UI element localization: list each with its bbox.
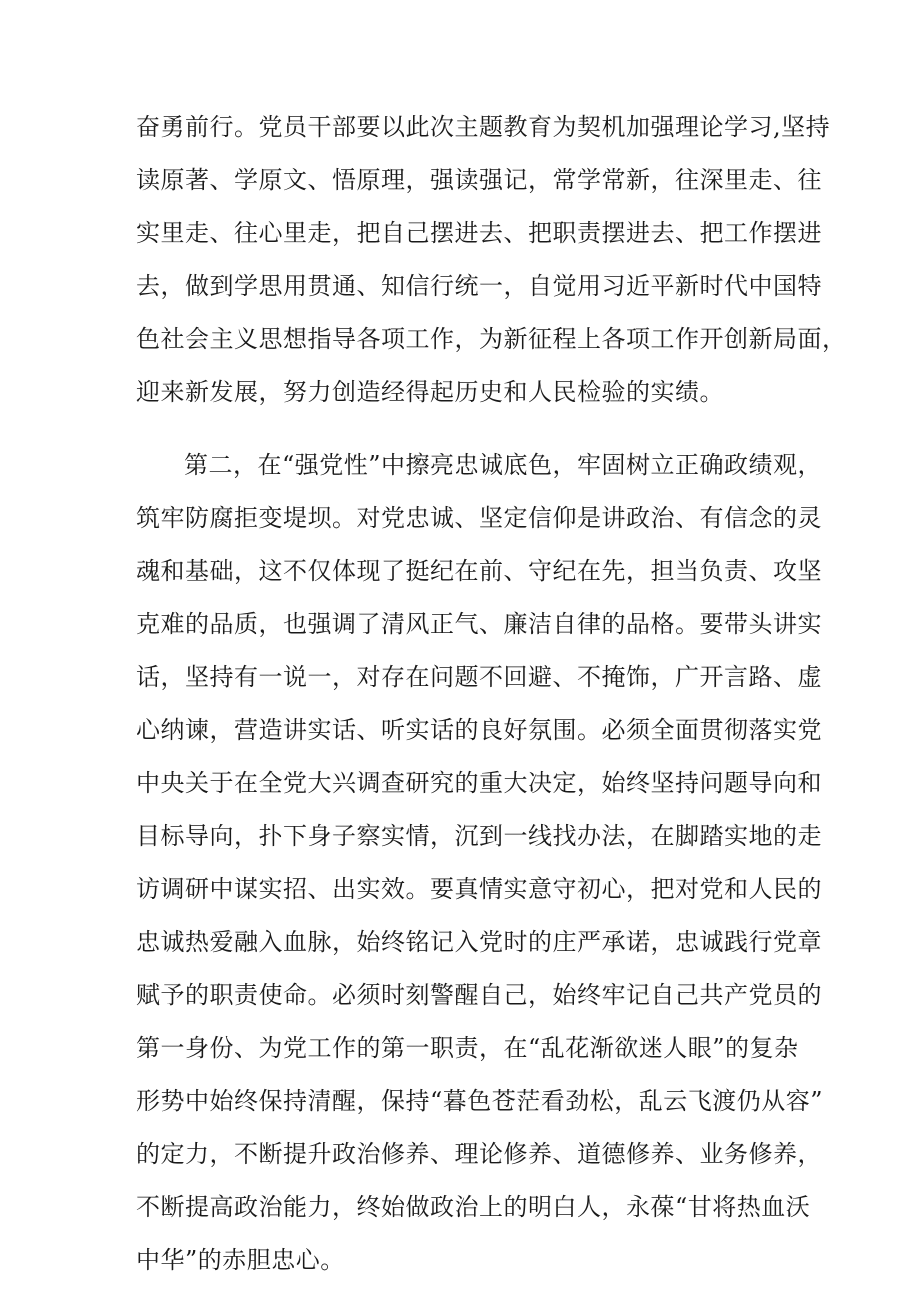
paragraph-2-line-15: 不断提高政治能力，终始做政治上的明白人，永葆“甘将热血沃: [136, 1193, 811, 1221]
paragraph-2-line-6: 心纳谏，营造讲实话、听实话的良好氛围。必须全面贯彻落实党: [136, 716, 822, 744]
paragraph-2-line-3: 魂和基础，这不仅体现了挺纪在前、守纪在先，担当负责、攻坚: [136, 557, 822, 585]
paragraph-2-line-7: 中央关于在全党大兴调查研究的重大决定，始终坚持问题导向和: [136, 769, 822, 797]
paragraph-1-line-5: 色社会主义思想指导各项工作，为新征程上各项工作开创新局面，: [136, 325, 847, 353]
paragraph-1-line-6: 迎来新发展，努力创造经得起历史和人民检验的实绩。: [136, 378, 724, 406]
paragraph-2-line-2: 筑牢防腐拒变堤坝。对党忠诚、坚定信仰是讲政治、有信念的灵: [136, 504, 822, 532]
paragraph-1-line-3: 实里走、往心里走，把自己摆进去、把职责摆进去、把工作摆进: [136, 219, 822, 247]
paragraph-1-line-1: 奋勇前行。党员干部要以此次主题教育为契机加强理论学习,坚持: [136, 113, 831, 141]
paragraph-2-line-5: 话，坚持有一说一，对存在问题不回避、不掩饰，广开言路、虚: [136, 663, 822, 691]
paragraph-2-line-16: 中华”的赤胆忠心。: [136, 1246, 345, 1274]
paragraph-2-line-9: 访调研中谋实招、出实效。要真情实意守初心，把对党和人民的: [136, 875, 822, 903]
paragraph-2-line-4: 克难的品质，也强调了清风正气、廉洁自律的品格。要带头讲实: [136, 610, 822, 638]
paragraph-2-line-10: 忠诚热爱融入血脉，始终铭记入党时的庄严承诺，忠诚践行党章: [136, 928, 822, 956]
paragraph-2-line-14: 的定力，不断提升政治修养、理论修养、道德修养、业务修养，: [136, 1140, 822, 1168]
paragraph-1-line-4: 去，做到学思用贯通、知信行统一，自觉用习近平新时代中国特: [136, 272, 822, 300]
paragraph-1-line-2: 读原著、学原文、悟原理，强读强记，常学常新，往深里走、往: [136, 166, 822, 194]
paragraph-2-line-11: 赋予的职责使命。必须时刻警醒自己，始终牢记自己共产党员的: [136, 981, 822, 1009]
paragraph-2-line-12: 第一身份、为党工作的第一职责，在“乱花渐欲迷人眼”的复杂: [136, 1034, 799, 1062]
paragraph-2-line-13: 形势中始终保持清醒，保持“暮色苍茫看劲松，乱云飞渡仍从容”: [136, 1087, 824, 1115]
paragraph-2-line-1: 第二，在“强党性”中擦亮忠诚底色，牢固树立正确政绩观，: [184, 451, 823, 479]
paragraph-2-line-8: 目标导向，扑下身子察实情，沉到一线找办法，在脚踏实地的走: [136, 822, 822, 850]
